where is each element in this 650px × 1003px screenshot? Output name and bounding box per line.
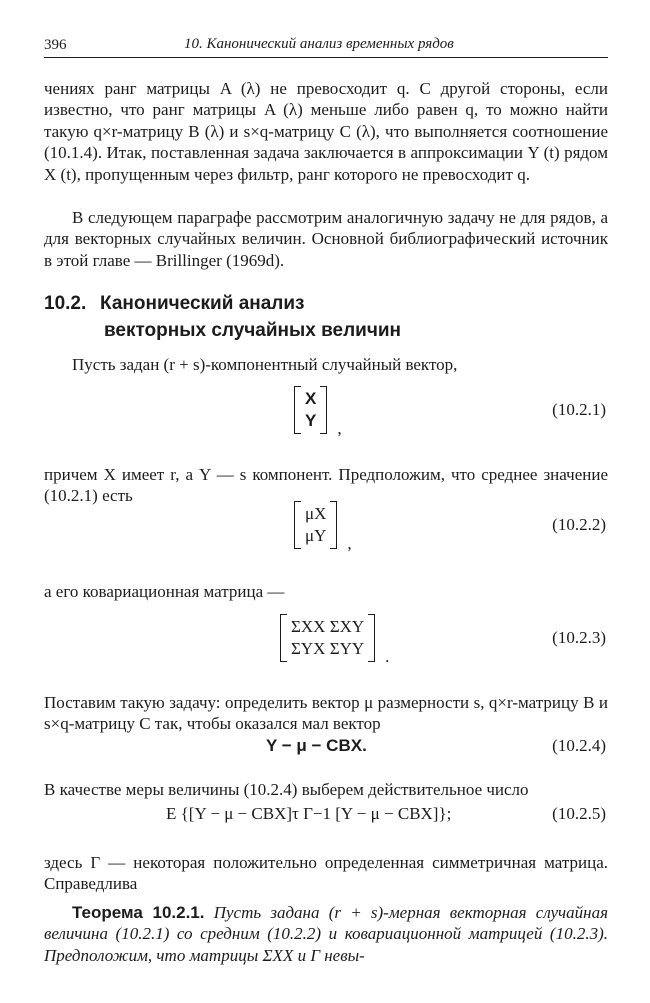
matrix-entry-top: μX [305,504,327,523]
equation-number: (10.2.2) [552,515,606,534]
equation-number: (10.2.5) [552,804,606,823]
paragraph-8-block [44,852,608,895]
paragraph-3-block [44,354,608,375]
page-number: 396 [44,37,67,53]
left-bracket [294,501,301,549]
theorem-block [44,902,608,966]
equation-10-2-2 [44,501,608,561]
paragraph-6: Поставим такую задачу: определить вектор μ размерности s, q×r-матрицу B и s×q-матрицу C так, чтобы оказался мал вектор [44,693,608,734]
equation-expression: E {[Y − μ − CBX]τ Γ−1 [Y − μ − CBX]}; [166,804,452,823]
theorem [44,902,608,966]
theorem-text: Пусть задана (r + s)-мерная векторная случайная величина (10.2.1) со средним (10.2.2) и ковариационной матрицей (10.2.3). Предположим, что матрицы ΣXX и Γ невы- [44,903,608,965]
equation-number: (10.2.1) [552,400,606,419]
left-bracket [280,614,287,662]
section-title-line-1: Канонический анализ [100,293,305,314]
right-bracket [330,501,337,549]
paragraph-4: причем X имеет r, а Y — s компонент. Предположим, что среднее значение (10.2.1) есть [44,465,608,506]
covariance-matrix [280,614,375,662]
paragraph-2-block [44,207,608,271]
paragraph-7: В качестве меры величины (10.2.4) выберем действительное число [44,780,529,799]
equation-number: (10.2.3) [552,628,606,647]
paragraph-3: Пусть задан (r + s)-компонентный случайный вектор, [72,355,458,374]
section-heading [44,290,608,344]
right-bracket [368,614,375,662]
equation-number: (10.2.4) [552,736,606,755]
paragraph-7-block [44,779,608,800]
mean-vector [294,501,337,549]
matrix-row-top: ΣXX ΣXY [291,617,365,636]
column-vector [294,386,327,434]
paragraph-5-block [44,581,608,602]
equation-10-2-1 [44,386,608,446]
paragraph-5: а его ковариационная матрица — [44,582,285,601]
equation-10-2-3 [44,614,608,674]
paragraph-8: здесь Γ — некоторая положительно определенная симметричная матрица. Справедлива [44,853,608,894]
paragraph-1-block [44,78,608,185]
matrix-cells [301,503,330,547]
equation-punctuation: , [347,534,352,553]
equation-expression: Y − μ − CBX. [266,736,367,755]
matrix-cells [301,388,320,432]
theorem-label: Теорема 10.2.1. [72,903,205,922]
right-bracket [320,386,327,434]
page-header [44,34,608,58]
matrix-entry-bottom: Y [305,411,317,430]
equation-punctuation: . [385,647,390,666]
book-page [44,34,608,965]
paragraph-6-block [44,692,608,735]
equation-punctuation: , [337,419,342,438]
header-rule [44,57,608,58]
equation-10-2-5 [44,804,608,828]
running-title: 10. Канонический анализ временных рядов [184,36,454,52]
matrix-entry-top: X [305,389,317,408]
matrix-row-bottom: ΣYX ΣYY [291,639,365,658]
paragraph-1: чениях ранг матрицы A (λ) не превосходит q. С другой стороны, если известно, что ранг матрицы A (λ) меньше либо равен q, то можно найти такую q×r-матрицу B (λ) и s×q-матрицу C (λ), что выполняется соотношение (10.1.4). Итак, поставленная задача заключается в аппроксимации Y (t) рядом X (t), пропущенным через фильтр, ранг которого не превосходит q. [44,79,608,184]
matrix-cells [287,616,368,660]
matrix-entry-bottom: μY [305,526,327,545]
equation-10-2-4 [44,736,608,760]
section-number: 10.2. [44,293,87,314]
left-bracket [294,386,301,434]
paragraph-2: В следующем параграфе рассмотрим аналогичную задачу не для рядов, а для векторных случайных величин. Основной библиографический источник в этой главе — Brillinger (1969d). [44,208,608,270]
section-title-line-2: векторных случайных величин [104,320,402,341]
